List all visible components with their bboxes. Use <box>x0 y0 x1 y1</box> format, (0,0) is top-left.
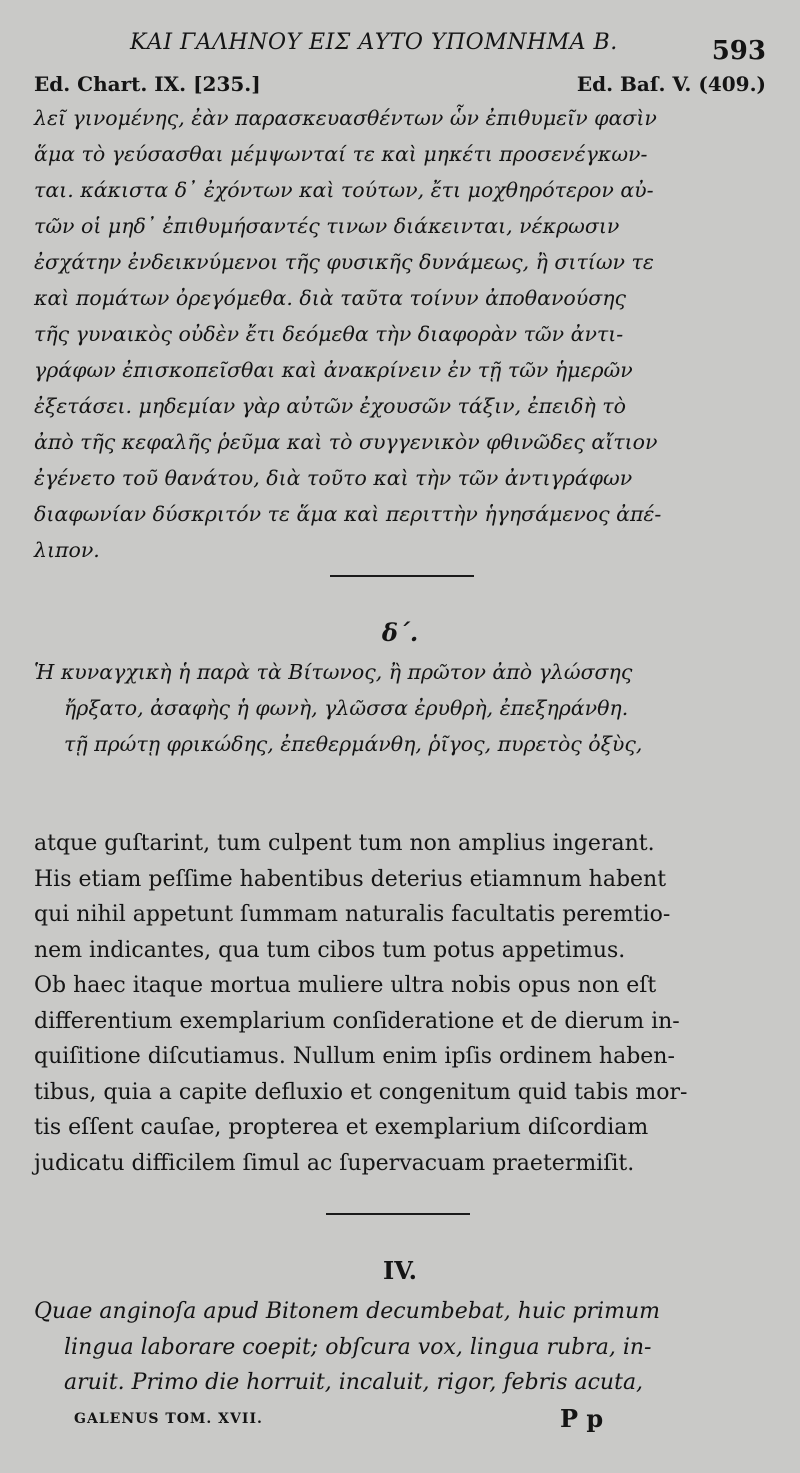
greek-line: ἅμα τὸ γεύσασθαι μέμψωνταί τε καὶ μηκέτι προσενέγκων- <box>34 142 648 166</box>
greek-section-line: Ἡ κυναγχικὴ ἡ παρὰ τὰ Βίτωνος, ἢ πρῶτον ἀπὸ γλώσσης <box>34 660 633 684</box>
greek-line: διαφωνίαν δύσκριτόν τε ἅμα καὶ περιττὴν ἡγησάμενος ἀπέ- <box>34 502 662 526</box>
greek-section-number: δ΄. <box>381 618 419 647</box>
latin-line: tibus, quia a capite defluxio et congenitum quid tabis mor- <box>34 1079 688 1105</box>
greek-line: ἀπὸ τῆς κεφαλῆς ῥεῦμα καὶ τὸ συγγενικὸν φθινῶδες αἴτιον <box>34 430 658 454</box>
edition-reference-line <box>34 72 766 98</box>
section-divider-rule <box>330 575 474 577</box>
greek-line: γράφων ἐπισκοπεῖσθαι καὶ ἀνακρίνειν ἐν τῇ τῶν ἡμερῶν <box>34 358 633 382</box>
latin-line: His etiam peſſime habentibus deterius etiamnum habent <box>34 866 667 892</box>
latin-line: nem indicantes, qua tum cibos tum potus appetimus. <box>34 937 626 963</box>
running-header-title: ΚΑΙ ΓΑΛΗΝΟΥ ΕΙΣ ΑΥΤΟ ΥΠΟΜΝΗΜΑ Β. <box>130 30 618 55</box>
greek-section-line: ἤρξατο, ἀσαφὴς ἡ φωνὴ, γλῶσσα ἐρυθρὴ, ἐπεξηράνθη. <box>64 696 629 720</box>
latin-section-line: Quae anginoſa apud Bitonem decumbebat, huic primum <box>34 1299 660 1324</box>
greek-section-line: τῇ πρώτῃ φρικώδης, ἐπεθερμάνθη, ῥῖγος, πυρετὸς ὀξὺς, <box>64 732 643 756</box>
greek-line: λεῖ γινομένης, ἐὰν παρασκευασθέντων ὧν ἐπιθυμεῖν φασὶν <box>34 106 657 130</box>
latin-line: Ob haec itaque mortua muliere ultra nobis opus non eſt <box>34 973 657 998</box>
greek-paragraph <box>34 100 766 568</box>
latin-line: differentium exemplarium conſideratione et de dierum in- <box>34 1008 680 1034</box>
greek-line: ἐγένετο τοῦ θανάτου, διὰ τοῦτο καὶ τὴν τῶν ἀντιγράφων <box>34 466 633 490</box>
greek-line: τῶν οἱ μηδ᾽ ἐπιθυμήσαντές τινων διάκεινται, νέκρωσιν <box>34 214 620 238</box>
greek-line: τῆς γυναικὸς οὐδὲν ἔτι δεόμεθα τὴν διαφορὰν τῶν ἀντι- <box>34 322 624 346</box>
greek-line: ἐξετάσει. μηδεμίαν γὰρ αὐτῶν ἐχουσῶν τάξιν, ἐπειδὴ τὸ <box>34 394 626 418</box>
greek-line: λιπον. <box>34 538 100 562</box>
latin-paragraph <box>34 826 766 1181</box>
footer-gathering-mark: P p <box>560 1404 604 1433</box>
latin-section-text <box>34 1294 766 1401</box>
latin-line: tis eſſent cauſae, propterea et exemplarium diſcordiam <box>34 1115 649 1140</box>
greek-line: καὶ πομάτων ὀρεγόμεθα. διὰ ταῦτα τοίνυν ἀποθανούσης <box>34 286 626 310</box>
latin-line: atque guſtarint, tum culpent tum non amplius ingerant. <box>34 831 655 856</box>
latin-section-number: IV. <box>382 1256 417 1285</box>
edition-reference-right: Ed. Baſ. V. (409.) <box>576 72 766 96</box>
latin-line: quiſitione diſcutiamus. Nullum enim ipſis ordinem haben- <box>34 1044 675 1069</box>
latin-section-line: aruit. Primo die horruit, incaluit, rigor, febris acuta, <box>64 1370 644 1395</box>
latin-line: qui nihil appetunt ſummam naturalis facultatis peremtio- <box>34 902 671 927</box>
latin-section-line: lingua laborare coepit; obſcura vox, lingua rubra, in- <box>64 1334 652 1360</box>
page-number: 593 <box>711 36 766 66</box>
latin-line: judicatu difficilem ſimul ac ſupervacuam praetermiſit. <box>34 1150 635 1176</box>
footer-signature: GALENUS TOM. XVII. <box>74 1411 263 1427</box>
greek-line: ται. κάκιστα δ᾽ ἐχόντων καὶ τούτων, ἔτι μοχθηρότερον αὐ- <box>34 178 654 202</box>
section-divider-rule <box>326 1213 470 1215</box>
greek-section-text <box>34 654 766 762</box>
edition-reference-left: Ed. Chart. IX. [235.] <box>34 72 261 96</box>
greek-line: ἐσχάτην ἐνδεικνύμενοι τῆς φυσικῆς δυνάμεως, ἢ σιτίων τε <box>34 250 654 274</box>
